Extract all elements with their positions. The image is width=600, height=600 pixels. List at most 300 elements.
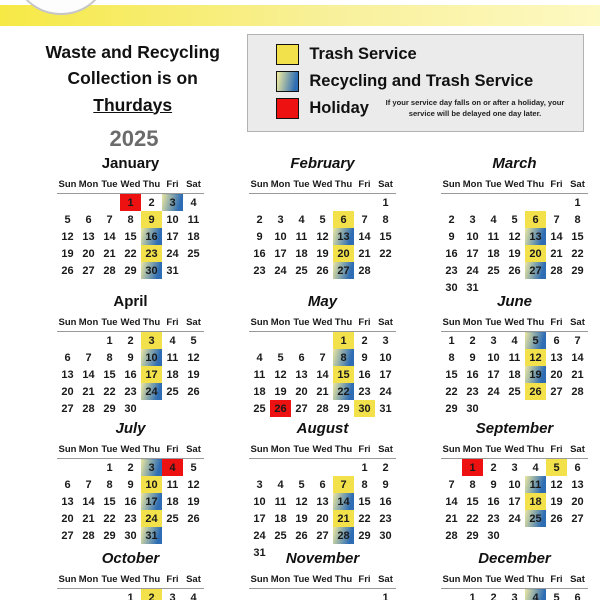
date-cell: 17 [466, 247, 479, 260]
dow-header: Sun [58, 317, 77, 328]
date-cell: 3 [141, 459, 162, 477]
date-cell: 8 [106, 478, 113, 491]
date-cell: 25 [274, 529, 287, 542]
date-cell: 13 [571, 478, 584, 491]
dow-header: Fri [550, 444, 563, 455]
date-cell: 2 [382, 461, 389, 474]
dow-header: Thu [142, 574, 161, 585]
dow-header: Thu [526, 317, 545, 328]
date-cell: 25 [187, 247, 200, 260]
year-heading: 2025 [109, 126, 159, 151]
empty-cell [504, 194, 525, 212]
date-cell: 16 [124, 495, 137, 508]
date-cell: 22 [445, 385, 458, 398]
date-cell: 31 [379, 402, 392, 415]
top-banner [0, 5, 600, 26]
dow-header: Wed [120, 179, 141, 190]
date-cell: 2 [469, 334, 476, 347]
dow-header: Mon [78, 444, 99, 455]
empty-cell [270, 332, 291, 350]
date-cell: 5 [546, 459, 567, 477]
date-cell: 1 [361, 461, 368, 474]
date-cell: 30 [379, 529, 392, 542]
dow-header: Tue [101, 574, 118, 585]
date-cell: 3 [511, 591, 518, 600]
date-cell: 30 [445, 281, 458, 294]
dow-header: Sun [58, 574, 77, 585]
title-line-2: Collection is on [67, 68, 198, 89]
date-cell: 26 [508, 264, 521, 277]
date-cell: 12 [316, 230, 329, 243]
date-cell: 10 [487, 351, 500, 364]
empty-cell [78, 332, 99, 350]
date-cell: 18 [508, 368, 521, 381]
date-cell: 28 [550, 264, 563, 277]
dow-header: Thu [334, 317, 353, 328]
date-cell: 23 [487, 512, 500, 525]
date-cell: 28 [82, 402, 95, 415]
date-cell: 2 [490, 591, 497, 600]
empty-cell [162, 400, 183, 417]
empty-cell [291, 194, 312, 212]
date-cell: 13 [550, 351, 563, 364]
date-cell: 16 [379, 495, 392, 508]
date-cell: 5 [511, 213, 518, 226]
date-cell: 2 [127, 334, 134, 347]
date-cell: 24 [166, 247, 179, 260]
date-cell: 9 [256, 230, 263, 243]
dow-header: Sat [378, 444, 393, 455]
empty-cell [249, 194, 270, 212]
month-title: November [285, 550, 360, 567]
date-cell: 22 [358, 512, 371, 525]
date-cell: 13 [316, 495, 329, 508]
legend-label-recycling: Recycling and Trash Service [309, 72, 534, 90]
date-cell: 1 [382, 196, 389, 209]
date-cell: 7 [333, 476, 354, 493]
empty-cell [354, 589, 375, 600]
date-cell: 23 [253, 264, 266, 277]
dow-header: Fri [358, 444, 371, 455]
month-grid [57, 574, 204, 600]
date-cell: 27 [295, 402, 308, 415]
date-cell: 29 [124, 264, 137, 277]
date-cell: 1 [127, 591, 134, 600]
dow-header: Tue [485, 574, 502, 585]
date-cell: 7 [553, 213, 560, 226]
dow-header-row [441, 444, 588, 459]
dow-header: Wed [120, 574, 141, 585]
dow-header-row [441, 179, 588, 194]
date-cell: 14 [358, 230, 371, 243]
date-cell: 7 [85, 478, 92, 491]
date-cell: 19 [187, 368, 200, 381]
date-cell: 23 [445, 264, 458, 277]
empty-cell [525, 194, 546, 212]
date-cell: 16 [253, 247, 266, 260]
month-february [249, 155, 396, 293]
date-cell: 29 [571, 264, 584, 277]
date-cell: 3 [469, 213, 476, 226]
date-cell: 1 [469, 591, 476, 600]
empty-cell [270, 459, 291, 477]
dow-header: Fri [550, 179, 563, 190]
date-cell: 9 [448, 230, 455, 243]
date-cell: 30 [124, 529, 137, 542]
dow-header: Sun [250, 444, 269, 455]
dow-header: Fri [166, 317, 179, 328]
date-cell: 17 [141, 366, 162, 383]
date-cell: 26 [187, 385, 200, 398]
date-cell: 18 [525, 493, 546, 510]
dow-header: Wed [312, 574, 333, 585]
empty-cell [567, 400, 588, 417]
date-cell: 6 [298, 351, 305, 364]
date-cell: 4 [532, 461, 539, 474]
empty-cell [270, 194, 291, 212]
dow-header: Thu [142, 317, 161, 328]
date-cell: 4 [490, 213, 497, 226]
date-cell: 22 [466, 512, 479, 525]
date-cell: 19 [295, 512, 308, 525]
dow-header: Sun [250, 317, 269, 328]
dow-header: Thu [526, 444, 545, 455]
date-cell: 6 [319, 478, 326, 491]
dow-header: Sat [378, 317, 393, 328]
date-cell: 29 [466, 529, 479, 542]
month-december [441, 550, 588, 600]
dow-header: Sat [570, 179, 585, 190]
date-cell: 29 [358, 529, 371, 542]
month-may [249, 293, 396, 420]
dow-header: Sat [570, 444, 585, 455]
holiday-note: If your service day falls on or after a holiday, your service will be delayed one day later. [385, 98, 565, 118]
empty-cell [183, 527, 204, 544]
dow-header: Mon [78, 179, 99, 190]
date-cell: 19 [316, 247, 329, 260]
date-cell: 9 [382, 478, 389, 491]
date-cell: 12 [525, 349, 546, 366]
date-cell: 22 [379, 247, 392, 260]
date-cell: 15 [333, 366, 354, 383]
empty-cell [441, 194, 462, 212]
date-cell: 7 [106, 213, 113, 226]
date-cell: 1 [462, 459, 483, 477]
dow-header: Thu [334, 179, 353, 190]
date-cell: 9 [469, 351, 476, 364]
date-cell: 11 [166, 351, 179, 364]
date-cell: 27 [82, 264, 95, 277]
date-cell: 17 [379, 368, 392, 381]
date-cell: 30 [466, 402, 479, 415]
date-cell: 6 [553, 334, 560, 347]
dow-header: Wed [504, 444, 525, 455]
date-cell: 14 [82, 368, 95, 381]
empty-cell [312, 589, 333, 600]
date-cell: 20 [316, 512, 329, 525]
date-cell: 15 [571, 230, 584, 243]
date-cell: 25 [508, 385, 521, 398]
date-cell: 21 [445, 512, 458, 525]
date-cell: 23 [379, 512, 392, 525]
date-cell: 18 [274, 512, 287, 525]
date-cell: 17 [166, 230, 179, 243]
empty-cell [183, 400, 204, 417]
date-cell: 8 [106, 351, 113, 364]
dow-header: Fri [166, 179, 179, 190]
date-cell: 12 [187, 351, 200, 364]
date-cell: 14 [550, 230, 563, 243]
date-cell: 13 [61, 495, 74, 508]
date-cell: 16 [124, 368, 137, 381]
dow-header: Wed [120, 317, 141, 328]
date-cell: 27 [525, 262, 546, 279]
date-cell: 22 [124, 247, 137, 260]
date-cell: 18 [253, 385, 266, 398]
date-cell: 22 [103, 385, 116, 398]
dow-header: Sun [442, 317, 461, 328]
date-cell: 24 [274, 264, 287, 277]
date-cell: 27 [550, 385, 563, 398]
legend-label-holiday: Holiday [309, 99, 369, 118]
date-cell: 14 [445, 495, 458, 508]
dow-header: Sun [250, 179, 269, 190]
date-cell: 6 [333, 211, 354, 228]
date-cell: 21 [103, 247, 116, 260]
date-cell: 8 [333, 349, 354, 366]
date-cell: 14 [571, 351, 584, 364]
month-grid [57, 317, 204, 417]
dow-header: Tue [485, 444, 502, 455]
months-grid [57, 155, 588, 600]
dow-header: Thu [334, 444, 353, 455]
date-cell: 1 [574, 196, 581, 209]
date-cell: 13 [525, 228, 546, 245]
date-cell: 31 [141, 527, 162, 544]
month-grid [57, 444, 204, 544]
dow-header: Thu [142, 179, 161, 190]
month-title: December [478, 550, 551, 567]
date-cell: 15 [358, 495, 371, 508]
date-cell: 23 [466, 385, 479, 398]
month-grid [249, 179, 396, 279]
dow-header: Mon [462, 444, 483, 455]
dow-header: Sat [378, 574, 393, 585]
date-cell: 5 [525, 332, 546, 350]
empty-cell [312, 459, 333, 477]
date-cell: 27 [61, 402, 74, 415]
date-cell: 19 [550, 495, 563, 508]
date-cell: 10 [166, 213, 179, 226]
date-cell: 26 [316, 264, 329, 277]
date-cell: 10 [508, 478, 521, 491]
dow-header: Tue [293, 317, 310, 328]
dow-header: Thu [526, 179, 545, 190]
date-cell: 14 [82, 495, 95, 508]
date-cell: 15 [466, 495, 479, 508]
date-cell: 11 [295, 230, 308, 243]
date-cell: 24 [487, 385, 500, 398]
date-cell: 25 [166, 512, 179, 525]
empty-cell [525, 400, 546, 417]
dow-header: Wed [312, 179, 333, 190]
date-cell: 2 [490, 461, 497, 474]
empty-cell [483, 400, 504, 417]
date-cell: 21 [358, 247, 371, 260]
month-title: January [101, 155, 160, 172]
dow-header: Sat [186, 317, 201, 328]
date-cell: 1 [448, 334, 455, 347]
dow-header: Sun [58, 444, 77, 455]
date-cell: 21 [82, 512, 95, 525]
date-cell: 16 [141, 228, 162, 245]
date-cell: 27 [61, 529, 74, 542]
legend-row-holiday [276, 98, 575, 119]
month-grid [57, 179, 204, 279]
date-cell: 28 [571, 385, 584, 398]
month-september [441, 420, 588, 550]
date-cell: 27 [571, 512, 584, 525]
date-cell: 4 [277, 478, 284, 491]
dow-header-row [57, 444, 204, 459]
date-cell: 20 [295, 385, 308, 398]
month-grid [249, 444, 396, 561]
date-cell: 5 [64, 213, 71, 226]
date-cell: 9 [490, 478, 497, 491]
date-cell: 15 [445, 368, 458, 381]
dow-header: Tue [293, 179, 310, 190]
date-cell: 20 [61, 512, 74, 525]
empty-cell [525, 527, 546, 544]
empty-cell [333, 459, 354, 477]
date-cell: 21 [316, 385, 329, 398]
dow-header: Thu [334, 574, 353, 585]
date-cell: 28 [316, 402, 329, 415]
date-cell: 18 [187, 230, 200, 243]
date-cell: 20 [550, 368, 563, 381]
empty-cell [312, 194, 333, 212]
empty-cell [141, 400, 162, 417]
date-cell: 26 [550, 512, 563, 525]
month-grid [441, 574, 588, 600]
date-cell: 12 [508, 230, 521, 243]
empty-cell [78, 459, 99, 477]
dow-header: Mon [270, 444, 291, 455]
date-cell: 9 [361, 351, 368, 364]
date-cell: 11 [525, 476, 546, 493]
recycling-and-trash-swatch [276, 71, 299, 92]
date-cell: 25 [295, 264, 308, 277]
page-title [18, 34, 247, 132]
date-cell: 8 [127, 213, 134, 226]
date-cell: 28 [82, 529, 95, 542]
date-cell: 23 [358, 385, 371, 398]
dow-header: Sun [250, 574, 269, 585]
date-cell: 3 [141, 332, 162, 350]
month-title: August [296, 420, 349, 437]
header-row [18, 34, 584, 132]
empty-cell [78, 194, 99, 212]
date-cell: 11 [274, 495, 287, 508]
date-cell: 3 [490, 334, 497, 347]
date-cell: 10 [141, 349, 162, 366]
empty-cell [375, 262, 396, 279]
date-cell: 11 [166, 478, 179, 491]
date-cell: 1 [382, 591, 389, 600]
date-cell: 25 [166, 385, 179, 398]
date-cell: 15 [379, 230, 392, 243]
month-title: February [290, 155, 355, 172]
date-cell: 2 [127, 461, 134, 474]
dow-header: Tue [101, 179, 118, 190]
date-cell: 19 [274, 385, 287, 398]
date-cell: 4 [298, 213, 305, 226]
date-cell: 4 [256, 351, 263, 364]
month-title: June [496, 293, 532, 310]
date-cell: 6 [574, 591, 581, 600]
date-cell: 13 [333, 228, 354, 245]
date-cell: 15 [103, 368, 116, 381]
date-cell: 24 [508, 512, 521, 525]
dow-header: Mon [462, 179, 483, 190]
empty-cell [441, 589, 462, 600]
date-cell: 14 [316, 368, 329, 381]
date-cell: 1 [106, 334, 113, 347]
date-cell: 4 [190, 591, 197, 600]
date-cell: 26 [525, 383, 546, 400]
dow-header: Thu [526, 574, 545, 585]
date-cell: 18 [166, 368, 179, 381]
empty-cell [57, 459, 78, 477]
date-cell: 10 [379, 351, 392, 364]
date-cell: 31 [166, 264, 179, 277]
legend-label-trash: Trash Service [309, 45, 417, 63]
dow-header: Wed [504, 317, 525, 328]
empty-cell [312, 332, 333, 350]
dow-header: Tue [293, 574, 310, 585]
empty-cell [249, 459, 270, 477]
date-cell: 7 [85, 351, 92, 364]
date-cell: 6 [525, 211, 546, 228]
dow-header: Tue [485, 317, 502, 328]
date-cell: 5 [190, 334, 197, 347]
date-cell: 4 [169, 334, 176, 347]
date-cell: 24 [141, 510, 162, 527]
date-cell: 25 [253, 402, 266, 415]
legend [247, 34, 584, 132]
month-grid [441, 179, 588, 296]
date-cell: 11 [187, 213, 200, 226]
date-cell: 8 [574, 213, 581, 226]
dow-header: Wed [504, 574, 525, 585]
dow-header: Sun [442, 444, 461, 455]
date-cell: 27 [316, 529, 329, 542]
date-cell: 23 [141, 245, 162, 262]
date-cell: 29 [445, 402, 458, 415]
date-cell: 22 [333, 383, 354, 400]
date-cell: 19 [525, 366, 546, 383]
date-cell: 14 [333, 493, 354, 510]
dow-header: Wed [504, 179, 525, 190]
date-cell: 21 [571, 368, 584, 381]
date-cell: 3 [256, 478, 263, 491]
date-cell: 15 [103, 495, 116, 508]
date-cell: 1 [106, 461, 113, 474]
date-cell: 3 [169, 591, 176, 600]
date-cell: 17 [141, 493, 162, 510]
empty-cell [291, 332, 312, 350]
empty-cell [249, 332, 270, 350]
